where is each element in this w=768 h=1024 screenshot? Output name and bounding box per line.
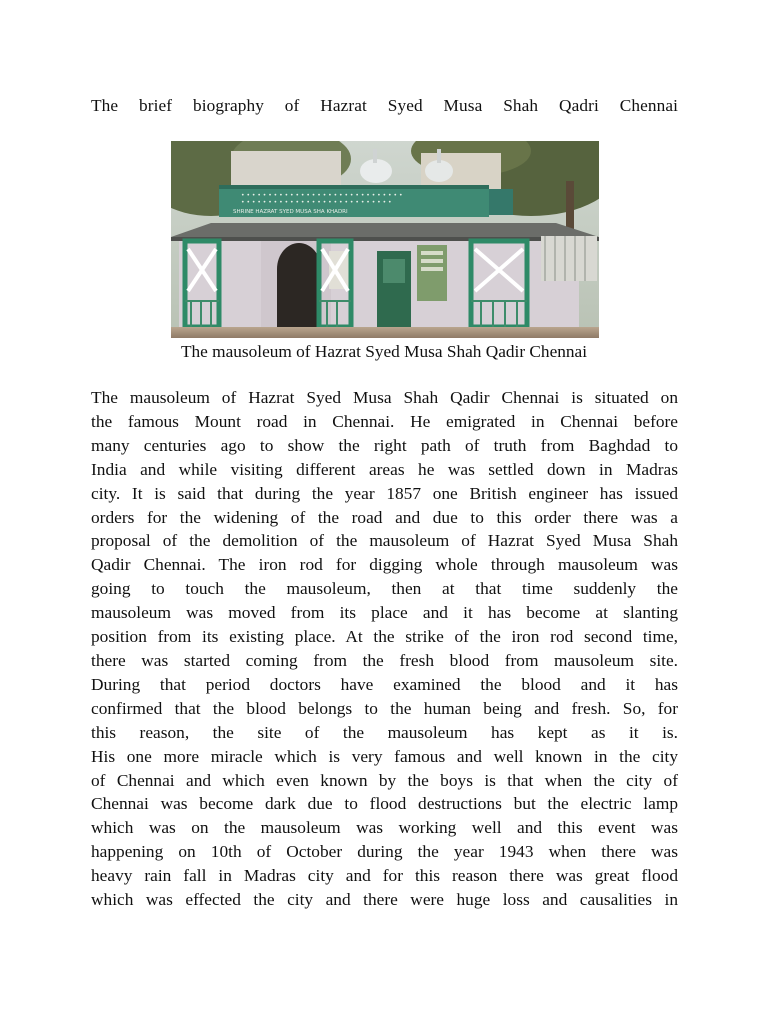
body-line: there was started coming from the fresh blood from mausoleum site. [91, 650, 678, 670]
body-line: The mausoleum of Hazrat Syed Musa Shah Qadir Chennai is situated on [91, 388, 678, 407]
document-title: The brief biography of Hazrat Syed Musa Shah Qadri Chennai [91, 96, 678, 115]
body-line: confirmed that the blood belongs to the human being and fresh. So, for [91, 698, 678, 718]
body-line: During that period doctors have examined the blood and it has [91, 674, 678, 694]
body-line: position from its existing place. At the strike of the iron rod second time, [91, 627, 678, 647]
body-line: city. It is said that during the year 1857 one British engineer has issued [91, 483, 678, 503]
body-line: proposal of the demolition of the mausoleum of Hazrat Syed Musa Shah [91, 531, 678, 551]
body-line: the famous Mount road in Chennai. He emigrated in Chennai before [91, 411, 678, 431]
body-line: Chennai was become dark due to flood destructions but the electric lamp [91, 794, 678, 814]
body-line: orders for the widening of the road and due to this order there was a [91, 507, 678, 527]
body-line: which was effected the city and there were huge loss and causalities in [91, 890, 678, 910]
svg-text:• • • • • • • • • • • • • • •: • • • • • • • • • • • • • • • • • • • • • • • • • • • • [241, 199, 392, 206]
body-line: happening on 10th of October during the year 1943 when there was [91, 842, 678, 862]
mausoleum-photo [171, 141, 599, 338]
body-line: of Chennai and which even known by the boys is that when the city of [91, 770, 678, 790]
body-paragraph [91, 386, 678, 912]
body-line: India and while visiting different areas he was settled down in Madras [91, 459, 678, 479]
svg-text:• • • • • • • • • • • • • • •: • • • • • • • • • • • • • • • • • • • • • • • • • • • • • • [241, 192, 403, 199]
photo-caption: The mausoleum of Hazrat Syed Musa Shah Qadir Chennai [180, 342, 587, 361]
body-line: heavy rain fall in Madras city and for this reason there was great flood [91, 866, 678, 886]
body-line: His one more miracle which is very famous and well known in the city [91, 746, 678, 766]
body-line: mausoleum was moved from its place and it has become at slanting [91, 603, 678, 623]
body-line: this reason, the site of the mausoleum has kept as it is. [91, 722, 678, 742]
body-line: going to touch the mausoleum, then at that time suddenly the [91, 579, 678, 599]
body-line: many centuries ago to show the right path of truth from Baghdad to [91, 435, 678, 455]
body-line: Qadir Chennai. The iron rod for digging whole through mausoleum was [91, 555, 678, 575]
signboard-text: SHRINE HAZRAT SYED MUSA SHA KHADRI [233, 209, 348, 215]
body-line: which was on the mausoleum was working well and this event was [91, 818, 678, 838]
